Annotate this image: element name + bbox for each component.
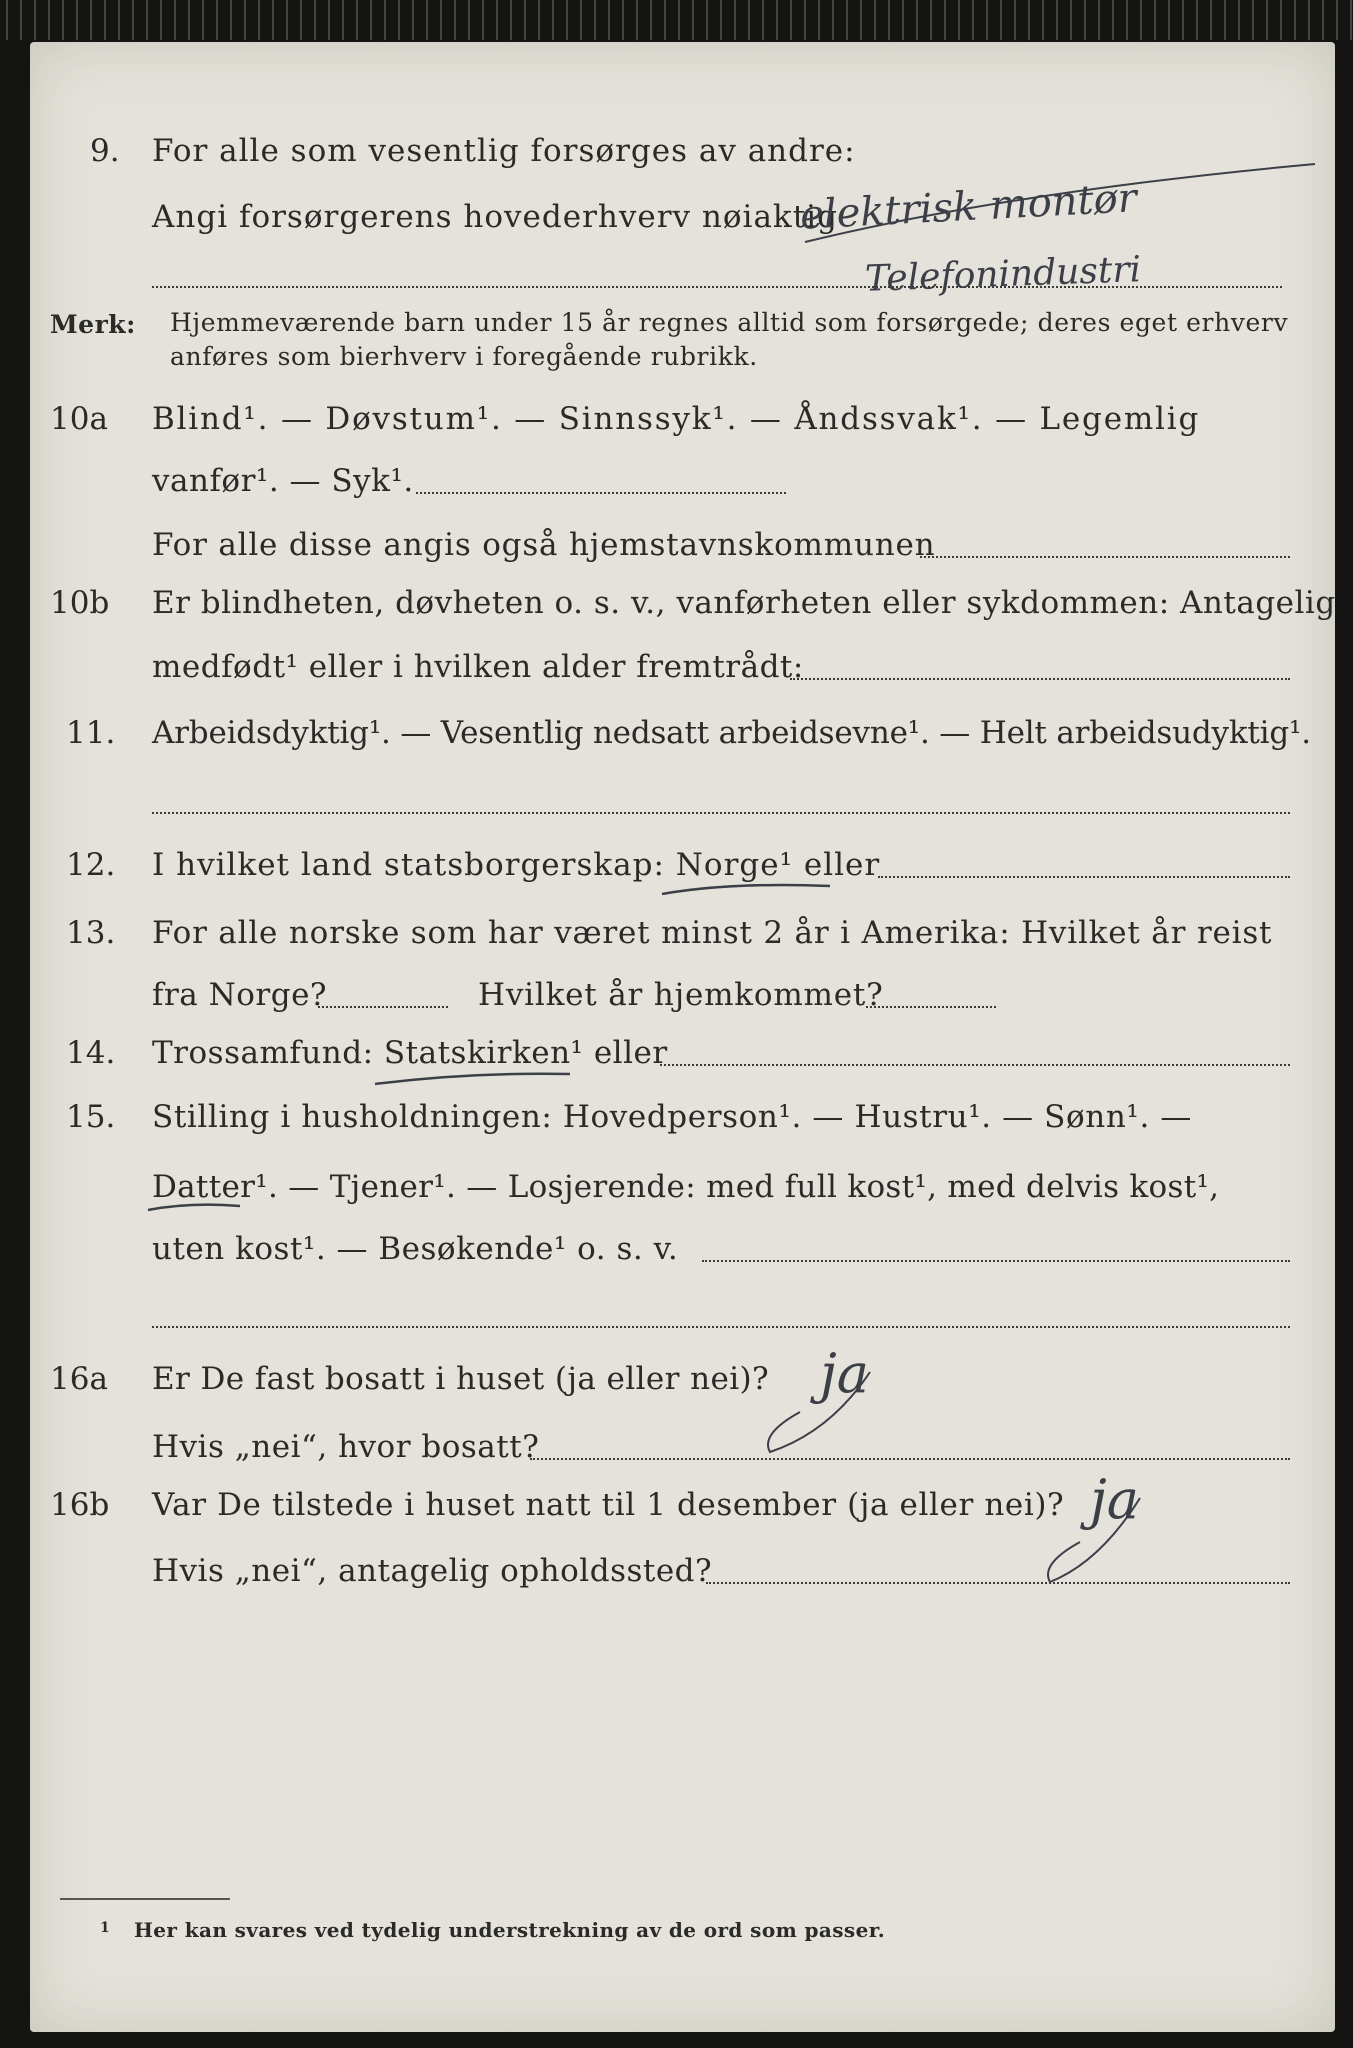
q12-line1: I hvilket land statsborgerskap: Norge¹ eller <box>152 847 881 883</box>
q13-line2a: fra Norge? <box>152 977 328 1013</box>
q9-handwritten-occupation: elektrisk montør <box>799 175 1138 239</box>
q13-line1: For alle norske som har været minst 2 år i Amerika: Hvilket år reist <box>152 915 1273 951</box>
q11-line1: Arbeidsdyktig¹. — Vesentlig nedsatt arbeidsevne¹. — Helt arbeidsudyktig¹. <box>152 715 1311 751</box>
q9-line1: For alle som vesentlig forsørges av andre: <box>152 133 856 169</box>
q16b-line1: Var De tilstede i huset natt til 1 desember (ja eller nei)? <box>152 1487 1065 1523</box>
q16a-number: 16a <box>50 1361 108 1397</box>
q12-number: 12. <box>66 847 116 883</box>
q10b-line1: Er blindheten, døvheten o. s. v., vanførheten eller sykdommen: Antagelig <box>152 585 1336 621</box>
merk-line1: Hjemmeværende barn under 15 år regnes alltid som forsørgede; deres eget erhverv <box>170 308 1289 337</box>
census-form-page <box>30 42 1335 2032</box>
q16b-number: 16b <box>50 1487 110 1523</box>
footnote-mark: 1 <box>100 1920 111 1936</box>
q16a-handwritten-answer: ja <box>820 1342 869 1405</box>
q15-line2: Datter¹. — Tjener¹. — Losjerende: med full kost¹, med delvis kost¹, <box>152 1169 1220 1205</box>
q14-number: 14. <box>66 1035 116 1071</box>
q16a-line2: Hvis „nei“, hvor bosatt? <box>152 1429 540 1465</box>
q10a-number: 10a <box>50 401 108 437</box>
q16b-handwritten-answer: ja <box>1090 1468 1139 1531</box>
q10a-line1: Blind¹. — Døvstum¹. — Sinnssyk¹. — Åndssvak¹. — Legemlig <box>152 401 1201 437</box>
q10b-line2: medfødt¹ eller i hvilken alder fremtrådt: <box>152 649 804 685</box>
q14-line1: Trossamfund: Statskirken¹ eller <box>152 1035 668 1071</box>
q9-number: 9. <box>90 133 120 169</box>
q12-norge-underline <box>662 885 830 894</box>
q9-line2: Angi forsørgerens hovederhverv nøiaktig <box>152 199 838 235</box>
q10b-number: 10b <box>50 585 110 621</box>
perforated-edge <box>0 0 1353 40</box>
q11-number: 11. <box>66 715 116 751</box>
q10a-line2: vanfør¹. — Syk¹. <box>152 463 414 499</box>
q13-line2b: Hvilket år hjemkommet? <box>478 977 884 1013</box>
q10a-line3: For alle disse angis også hjemstavnskommunen <box>152 527 936 563</box>
handwriting-strokes <box>30 42 1335 2032</box>
q14-statskirken-underline <box>375 1074 570 1084</box>
q9-pen-stroke <box>805 164 1315 242</box>
q9-handwritten-industry: Telefonindustri <box>864 249 1142 300</box>
q16a-pen-loop <box>768 1372 870 1452</box>
q13-number: 13. <box>66 915 116 951</box>
q16b-line2: Hvis „nei“, antagelig opholdssted? <box>152 1553 713 1589</box>
merk-label: Merk: <box>50 310 136 339</box>
q15-line3: uten kost¹. — Besøkende¹ o. s. v. <box>152 1231 679 1267</box>
footnote-text: Her kan svares ved tydelig understrekning av de ord som passer. <box>134 1918 886 1942</box>
q15-datter-underline <box>148 1205 240 1210</box>
merk-line2: anføres som bierhverv i foregående rubrikk. <box>170 342 758 371</box>
q16a-line1: Er De fast bosatt i huset (ja eller nei)? <box>152 1361 770 1397</box>
q15-number: 15. <box>66 1099 116 1135</box>
q16b-pen-loop <box>1048 1498 1140 1582</box>
q15-line1: Stilling i husholdningen: Hovedperson¹. — Hustru¹. — Sønn¹. — <box>152 1099 1192 1135</box>
